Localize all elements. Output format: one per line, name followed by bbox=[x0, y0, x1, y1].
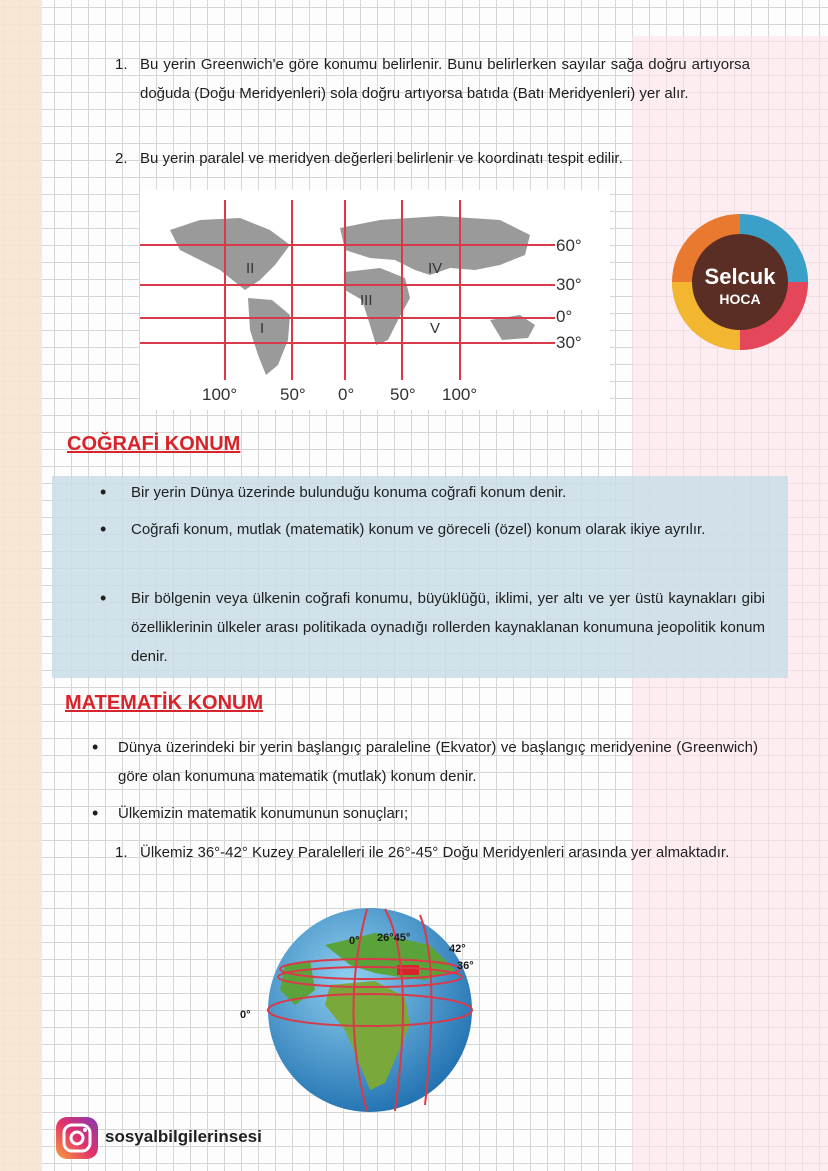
matematik-item: Ülkemizin matematik konumunun sonuçları; bbox=[118, 805, 409, 822]
lon-label: 100° bbox=[202, 385, 238, 404]
step-number: 2. bbox=[115, 150, 128, 167]
lon-label: 100° bbox=[442, 385, 478, 404]
globe-label: 36° bbox=[457, 960, 474, 972]
bullet-icon: • bbox=[100, 588, 107, 608]
world-map-figure bbox=[140, 190, 610, 410]
lat-label: 30° bbox=[556, 275, 582, 294]
globe-label: 0° bbox=[349, 935, 360, 947]
step-number: 1. bbox=[115, 844, 128, 861]
step-text: Bu yerin Greenwich'e göre konumu belirlenir. Bunu belirlerken sayılar sağa doğru artıyorsa doğuda (Doğu Meridyenleri) sola doğru artıyorsa batıda (Batı Meridyenleri) yer alır. bbox=[140, 56, 750, 102]
step-text: Ülkemiz 36°-42° Kuzey Paralelleri ile 26°-45° Doğu Meridyenleri arasında yer almaktadır. bbox=[140, 844, 730, 861]
bullet-icon: • bbox=[92, 803, 99, 823]
step-text: Bu yerin paralel ve meridyen değerleri belirlenir ve koordinatı tespit edilir. bbox=[140, 150, 623, 167]
definition-item: Bir yerin Dünya üzerinde bulunduğu konuma coğrafi konum denir. bbox=[131, 484, 567, 501]
lat-label: 0° bbox=[556, 307, 573, 326]
matematik-konum-heading: MATEMATİK KONUM bbox=[65, 692, 264, 714]
matematik-item: Dünya üzerindeki bir yerin başlangıç paraleline (Ekvator) ve başlangıç meridyenine (Greenwich) göre olan konumuna matematik (mutlak) konum denir. bbox=[118, 739, 758, 785]
lat-label: 30° bbox=[556, 333, 582, 352]
region-label: II bbox=[246, 260, 255, 277]
lon-label: 50° bbox=[390, 385, 416, 404]
region-label: III bbox=[360, 292, 373, 309]
lon-label: 0° bbox=[338, 385, 355, 404]
definition-item: Bir bölgenin veya ülkenin coğrafi konumu, büyüklüğü, iklimi, yer altı ve yer üstü kaynakları gibi özelliklerinin ülkeler arası politikada oynadığı rollerden kaynaklanan konumuna jeopolitik konum denir. bbox=[131, 590, 765, 665]
bullet-icon: • bbox=[100, 519, 107, 539]
cografi-konum-heading: COĞRAFİ KONUM bbox=[67, 433, 241, 455]
selcuk-hoca-logo bbox=[670, 208, 810, 356]
logo-name: Selcuk bbox=[704, 264, 776, 289]
bullet-icon: • bbox=[100, 482, 107, 502]
logo-subtitle: HOCA bbox=[719, 291, 761, 307]
region-label: IV bbox=[428, 260, 443, 277]
bullet-icon: • bbox=[92, 737, 99, 757]
globe-label: 42° bbox=[449, 943, 466, 955]
globe-figure bbox=[225, 905, 510, 1115]
instagram-icon bbox=[55, 1116, 99, 1160]
lat-label: 60° bbox=[556, 236, 582, 255]
definition-item: Coğrafi konum, mutlak (matematik) konum ve göreceli (özel) konum olarak ikiye ayrılır. bbox=[131, 521, 706, 538]
globe-label: 0° bbox=[240, 1009, 251, 1021]
social-handle: sosyalbilgilerinsesi bbox=[105, 1127, 262, 1146]
region-label: I bbox=[260, 320, 265, 337]
globe-label: 26°45° bbox=[377, 932, 411, 944]
region-label: V bbox=[430, 320, 441, 337]
lon-label: 50° bbox=[280, 385, 306, 404]
step-number: 1. bbox=[115, 56, 128, 73]
